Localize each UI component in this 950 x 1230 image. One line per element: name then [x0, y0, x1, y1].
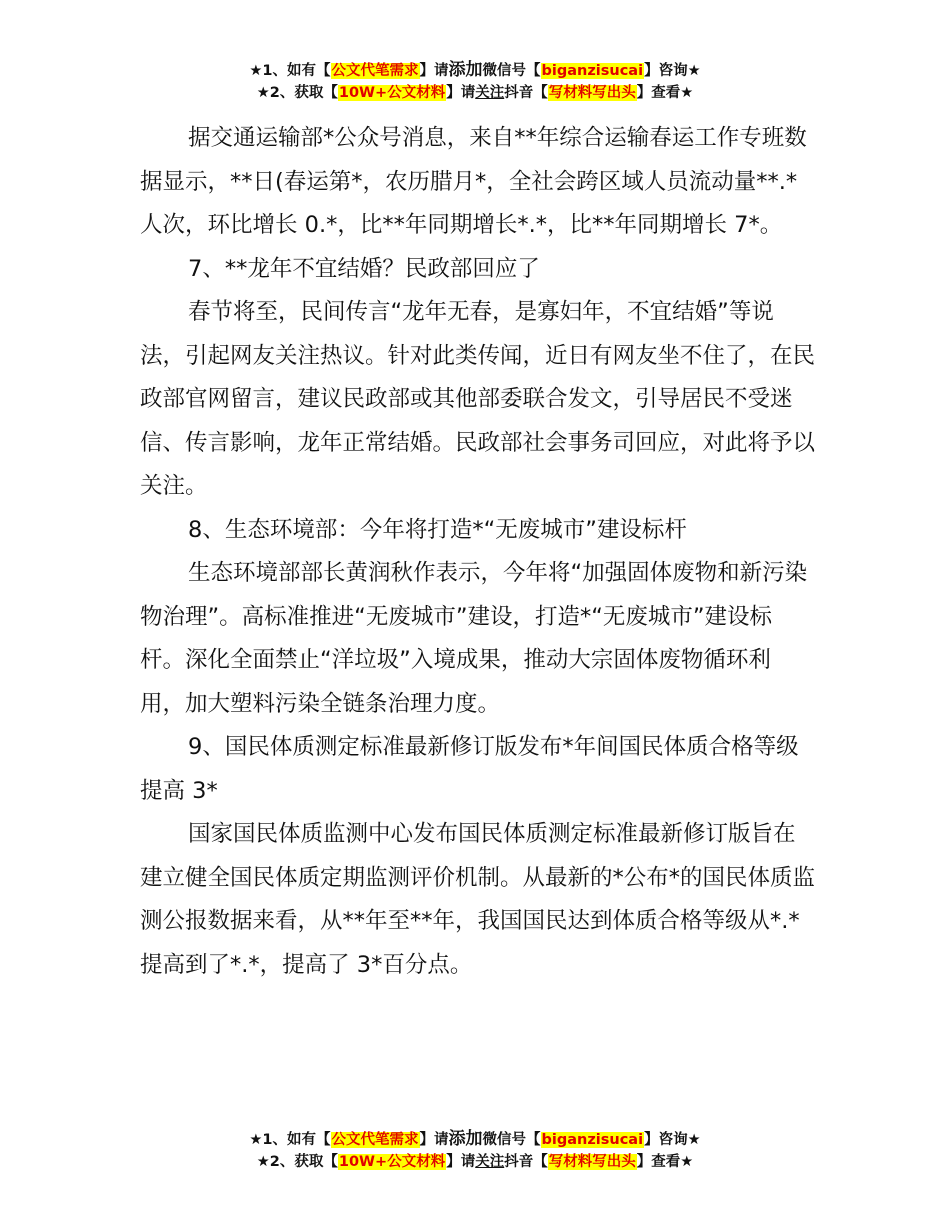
- promo-highlight: 写材料写出头: [548, 1154, 636, 1170]
- promo-text: 】请: [419, 1132, 449, 1148]
- promo-text: ★1、如有【: [249, 1132, 331, 1148]
- section-heading: 9、国民体质测定标准最新修订版发布*年间国民体质合格等级提高 3*: [140, 734, 799, 804]
- body-paragraph: 国家国民体质监测中心发布国民体质测定标准最新修订版旨在建立健全国民体质定期监测评价机制。从最新的*公布*的国民体质监测公报数据来看，从**年至**年，我国国民达到体质合格等级从*.*提高到了*.*，提高了 3*百分点。: [140, 821, 816, 978]
- promo-highlight: 10W+公文材料: [338, 85, 446, 101]
- promo-highlight: biganzisucai: [541, 63, 644, 79]
- promo-highlight: 公文代笔需求: [331, 63, 419, 79]
- header-promo-banner: [0, 59, 950, 104]
- body-paragraph: 生态环境部部长黄润秋作表示，今年将“加强固体废物和新污染物治理”。高标准推进“无废城市”建设，打造*“无废城市”建设标杆。深化全面禁止“洋垃圾”入境成果，推动大宗固体废物循环利用，加大塑料污染全链条治理力度。: [140, 560, 808, 717]
- section-heading: 8、生态环境部：今年将打造*“无废城市”建设标杆: [188, 516, 687, 543]
- promo-text: 】请: [419, 63, 449, 79]
- promo-text: ★1、如有【: [249, 63, 331, 79]
- promo-emphasis: 关注: [475, 85, 505, 101]
- section-heading: 7、**龙年不宜结婚？民政部回应了: [188, 255, 540, 282]
- promo-text: ★2、获取【: [256, 1154, 338, 1170]
- promo-line-1: [0, 1128, 950, 1151]
- promo-line-2: [0, 1151, 950, 1173]
- promo-highlight: 写材料写出头: [548, 85, 636, 101]
- body-paragraph: 春节将至，民间传言“龙年无春，是寡妇年，不宜结婚”等说法，引起网友关注热议。针对此类传闻，近日有网友坐不住了，在民政部官网留言，建议民政部或其他部委联合发文，引导居民不受迷信、传言影响，龙年正常结婚。民政部社会事务司回应，对此将予以关注。: [140, 299, 816, 499]
- promo-highlight: 10W+公文材料: [338, 1154, 446, 1170]
- promo-text: 抖音【: [504, 1154, 548, 1170]
- document-body: [140, 117, 815, 987]
- footer-promo-banner: [0, 1128, 950, 1173]
- promo-emphasis: 添加: [448, 60, 483, 80]
- promo-text: 微信号【: [482, 63, 541, 79]
- promo-line-1: [0, 59, 950, 82]
- promo-text: ★2、获取【: [256, 85, 338, 101]
- promo-line-2: [0, 82, 950, 104]
- promo-text: 】请: [446, 85, 476, 101]
- promo-text: 】咨询★: [644, 1132, 701, 1148]
- promo-emphasis: 添加: [448, 1129, 483, 1149]
- promo-text: 】查看★: [636, 1154, 694, 1170]
- promo-highlight: 公文代笔需求: [331, 1132, 419, 1148]
- promo-highlight: biganzisucai: [541, 1132, 644, 1148]
- promo-text: 】请: [446, 1154, 476, 1170]
- promo-emphasis: 关注: [475, 1154, 505, 1170]
- promo-text: 抖音【: [504, 85, 548, 101]
- body-paragraph: 据交通运输部*公众号消息，来自**年综合运输春运工作专班数据显示，**日(春运第*，农历腊月*，全社会跨区域人员流动量**.*人次，环比增长 0.*，比**年同期增长*.*，比**年同期增长 7*。: [140, 125, 807, 238]
- promo-text: 】查看★: [636, 85, 694, 101]
- promo-text: 】咨询★: [644, 63, 701, 79]
- promo-text: 微信号【: [482, 1132, 541, 1148]
